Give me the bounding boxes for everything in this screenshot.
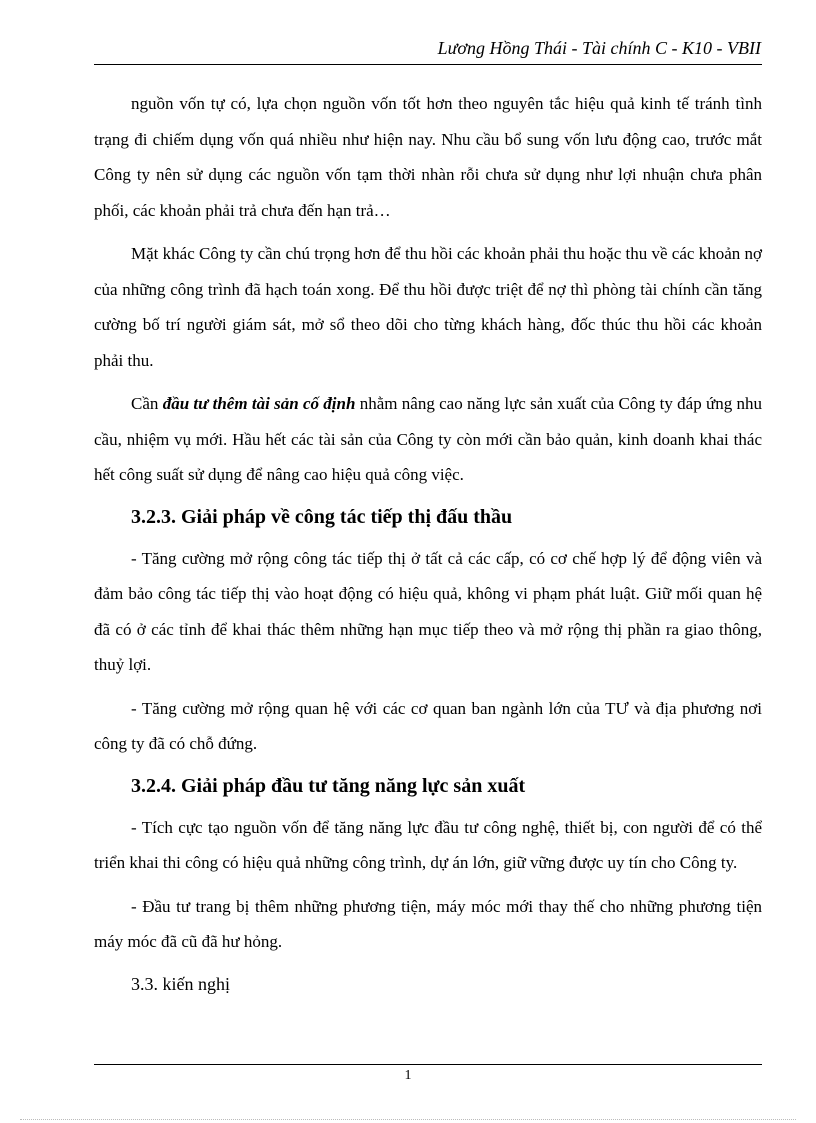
fixed-assets-lead: Cần bbox=[131, 394, 163, 413]
paragraph-capital-sources: nguồn vốn tự có, lựa chọn nguồn vốn tốt hơn theo nguyên tắc hiệu quả kinh tế tránh tình trạng đi chiếm dụng vốn quá nhiều như hiện nay. Nhu cầu bổ sung vốn lưu động cao, trước mắt Công ty nên sử dụng các nguồn vốn tạm thời nhàn rỗi chưa sử dụng như lợi nhuận chưa phân phối, các khoản phải trả chưa đến hạn trả… bbox=[94, 94, 762, 220]
paragraph-capacity-capital: - Tích cực tạo nguồn vốn để tăng năng lực đầu tư công nghệ, thiết bị, con người để có thể triển khai thi công có hiệu quả những công trình, dự án lớn, giữ vững được uy tín cho Công ty. bbox=[94, 817, 762, 872]
document-body bbox=[94, 86, 762, 1000]
paragraph-capacity-equipment: - Đầu tư trang bị thêm những phương tiện, máy móc mới thay thế cho những phương tiện máy móc đã cũ đã hư hỏng. bbox=[94, 896, 762, 951]
fixed-assets-rest: nhằm nâng cao năng lực sản xuất của Công ty đáp ứng nhu cầu, nhiệm vụ mới. Hầu hết các tài sản của Công ty còn mới cần bảo quản, kinh doanh khai thác hết công suất sử dụng để nâng cao hiệu quả công việc. bbox=[94, 394, 762, 484]
section-heading-3-2-4: 3.2.4. Giải pháp đầu tư tăng năng lực sản xuất bbox=[131, 774, 526, 797]
paragraph-marketing-expand: - Tăng cường mở rộng công tác tiếp thị ở tất cả các cấp, có cơ chế hợp lý để động viên và đảm bảo công tác tiếp thị vào hoạt động có hiệu quả, không vi phạm phát luật. Giữ mối quan hệ đã có ở các tỉnh để khai thác thêm những hạn mục tiếp theo và mở rộng thị phần ra giao thông, thuỷ lợi. bbox=[94, 548, 762, 674]
page-header: Lương Hồng Thái - Tài chính C - K10 - VBII bbox=[437, 38, 761, 58]
section-heading-3-3: 3.3. kiến nghị bbox=[131, 973, 230, 994]
fixed-assets-emphasis: đầu tư thêm tài sản cố định bbox=[162, 394, 356, 413]
paragraph-fixed-assets bbox=[94, 386, 762, 493]
page-number: 1 bbox=[404, 1068, 412, 1083]
paragraph-debt-collection: Mặt khác Công ty cần chú trọng hơn để thu hồi các khoản phải thu hoặc thu về các khoản nợ của những công trình đã hạch toán xong. Để thu hồi được triệt để nợ thì phòng tài chính cần tăng cường bố trí người giám sát, mở sổ theo dõi cho từng khách hàng, đốc thúc thu hồi các khoản phải thu. bbox=[94, 244, 762, 370]
page-edge-divider bbox=[20, 1119, 796, 1120]
section-heading-3-2-3: 3.2.3. Giải pháp về công tác tiếp thị đấu thầu bbox=[131, 505, 513, 528]
paragraph-marketing-relations: - Tăng cường mở rộng quan hệ với các cơ quan ban ngành lớn của TƯ và địa phương nơi công ty đã có chỗ đứng. bbox=[94, 698, 762, 753]
footer-rule bbox=[94, 1064, 762, 1065]
header-rule bbox=[94, 64, 762, 65]
